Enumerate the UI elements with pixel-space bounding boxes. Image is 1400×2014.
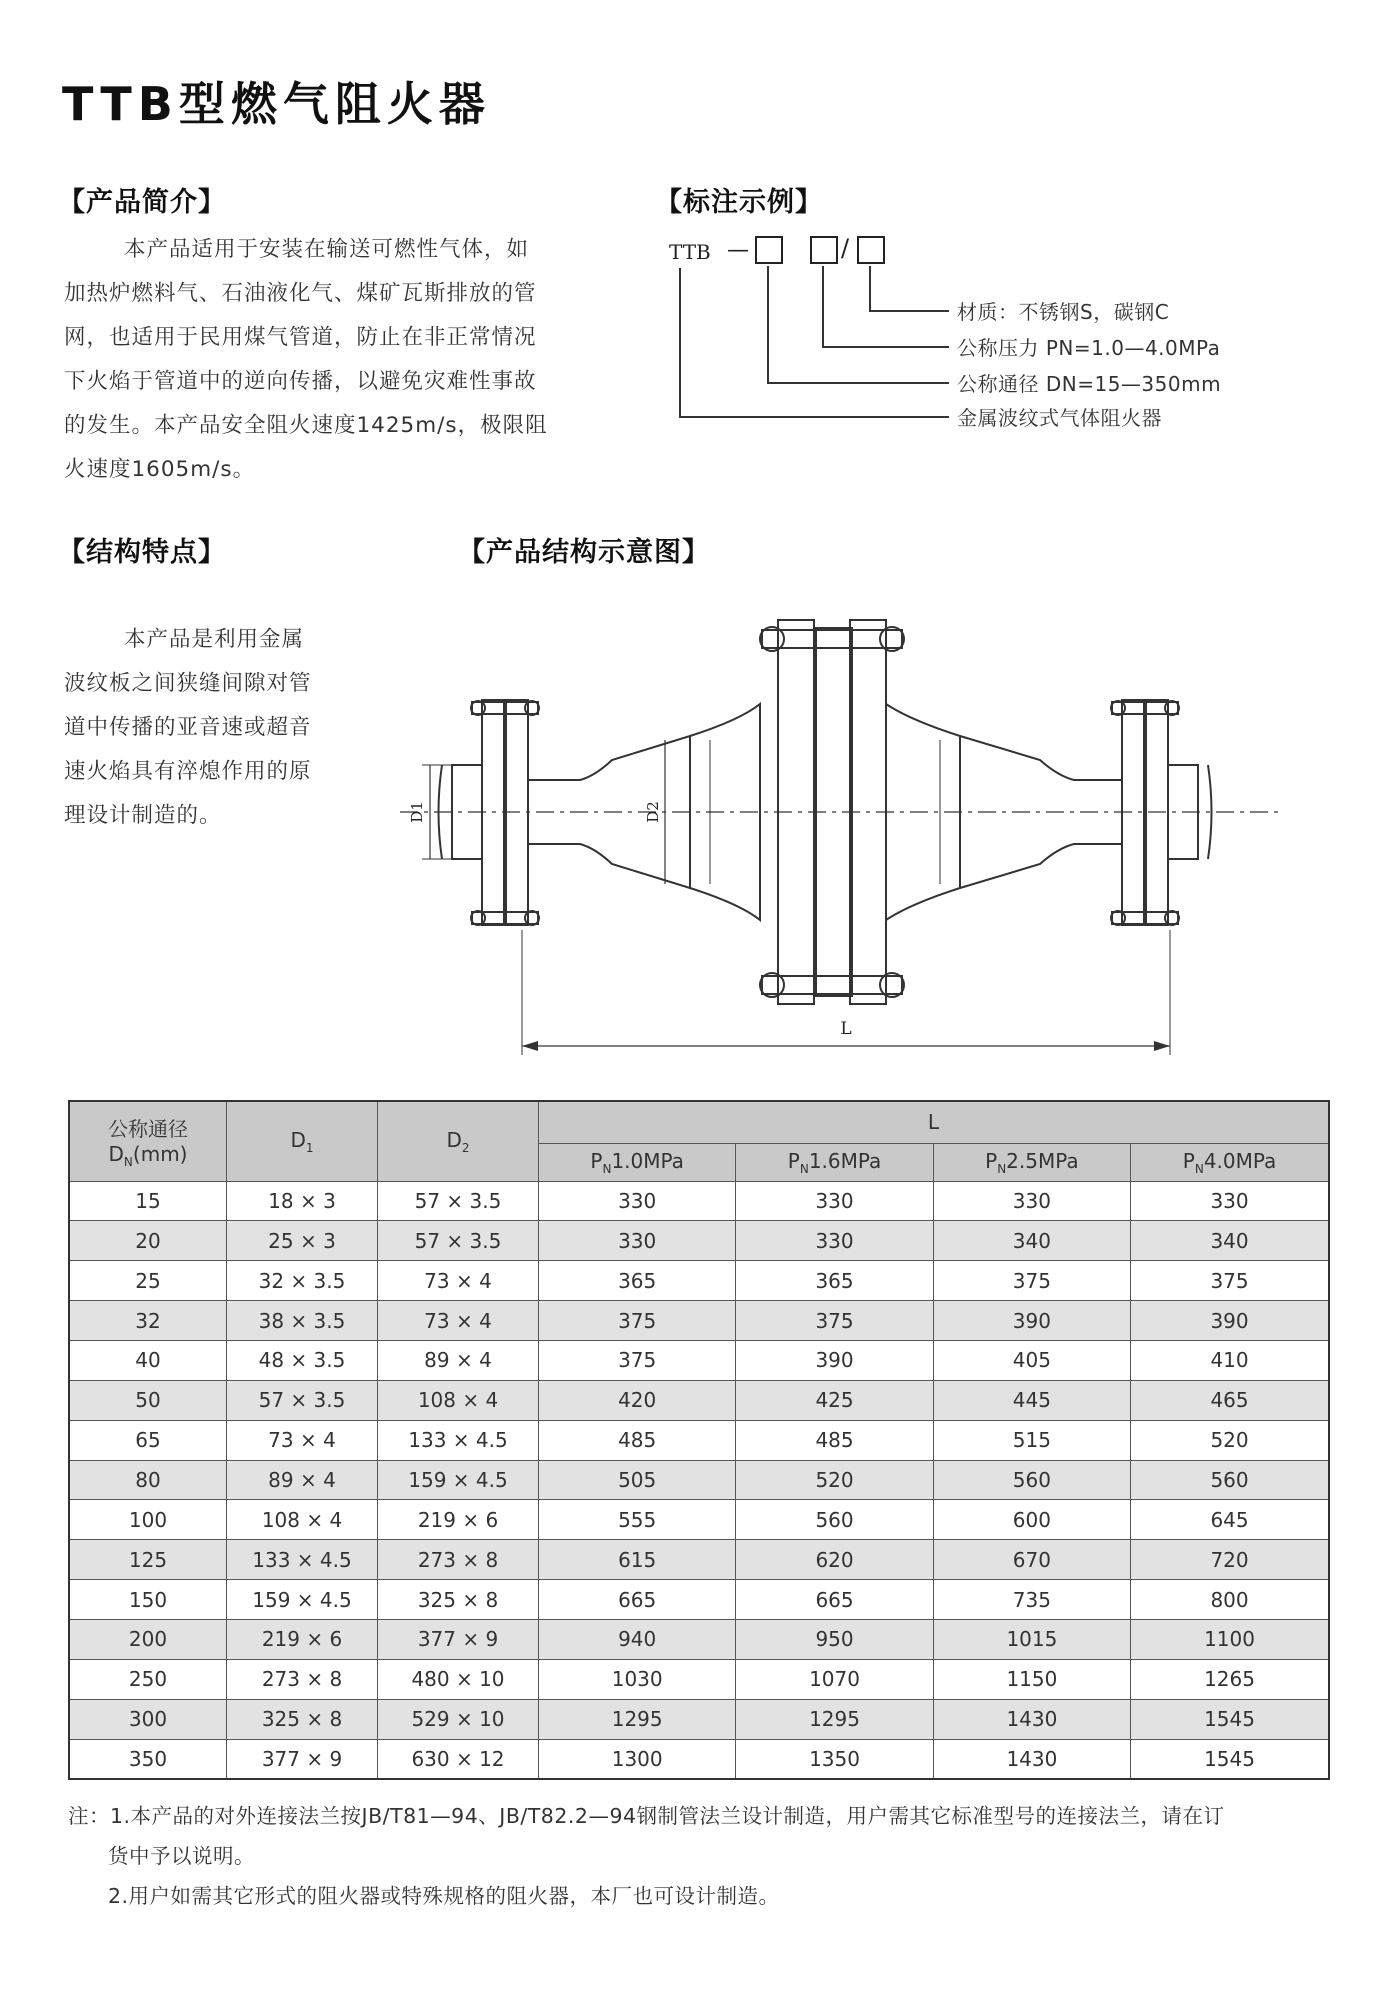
table-cell: 529 × 10 — [378, 1699, 539, 1739]
table-cell: 219 × 6 — [378, 1500, 539, 1540]
d1-label: D1 — [408, 801, 426, 823]
table-cell: 365 — [736, 1261, 933, 1301]
notes — [68, 1796, 1225, 1916]
page-title: TTB型燃气阻火器 — [62, 77, 491, 131]
features-line: 道中传播的亚音速或超音 — [64, 715, 312, 740]
header-text: 公称通径 — [108, 1117, 188, 1142]
table-cell: 65 — [69, 1420, 227, 1460]
table-row — [69, 1221, 1329, 1261]
header-l: L — [539, 1101, 1330, 1143]
header-nominal-diameter — [69, 1101, 227, 1181]
leader-line — [869, 310, 949, 312]
table-row — [69, 1340, 1329, 1380]
table-cell: 1545 — [1131, 1739, 1329, 1779]
leader-line — [822, 266, 824, 346]
intro-text — [64, 228, 584, 492]
table-cell: 32 × 3.5 — [227, 1261, 378, 1301]
table-cell: 375 — [539, 1301, 736, 1341]
table-cell: 219 × 6 — [227, 1619, 378, 1659]
header-pn-1-6: $P_N1.6MPa$ — [736, 1143, 933, 1181]
table-cell: 330 — [539, 1221, 736, 1261]
table-cell: 425 — [736, 1380, 933, 1420]
table-cell: 89 × 4 — [227, 1460, 378, 1500]
table-cell: 273 × 8 — [227, 1659, 378, 1699]
table-row — [69, 1460, 1329, 1500]
table-cell: 515 — [933, 1420, 1130, 1460]
table-cell: 375 — [539, 1340, 736, 1380]
table-cell: 410 — [1131, 1340, 1329, 1380]
table-cell: 670 — [933, 1540, 1130, 1580]
table-cell: 375 — [1131, 1261, 1329, 1301]
table-cell: 330 — [933, 1181, 1130, 1221]
table-cell: 1295 — [736, 1699, 933, 1739]
table-cell: 735 — [933, 1580, 1130, 1620]
legend-item-diameter: 公称通径 DN=15—350mm — [957, 372, 1222, 396]
table-cell: 950 — [736, 1619, 933, 1659]
features-text — [64, 618, 364, 838]
diagram-heading: 【产品结构示意图】 — [458, 537, 710, 568]
table-cell: 125 — [69, 1540, 227, 1580]
header-pn-1-0: $P_N1.0MPa$ — [539, 1143, 736, 1181]
table-row — [69, 1181, 1329, 1221]
designation-box-pn — [810, 236, 838, 264]
arrow — [522, 1041, 538, 1051]
table-cell: 520 — [736, 1460, 933, 1500]
table-cell: 100 — [69, 1500, 227, 1540]
d2-label: D2 — [644, 801, 662, 823]
table-row — [69, 1540, 1329, 1580]
table-cell: 445 — [933, 1380, 1130, 1420]
intro-line: 网，也适用于民用煤气管道，防止在非正常情况 — [64, 325, 537, 350]
intro-line: 下火焰于管道中的逆向传播，以避免灾难性事故 — [64, 369, 537, 394]
table-cell: 50 — [69, 1380, 227, 1420]
table-cell: 665 — [736, 1580, 933, 1620]
table-cell: 80 — [69, 1460, 227, 1500]
table-cell: 1015 — [933, 1619, 1130, 1659]
legend-slash: / — [841, 234, 850, 262]
table-cell: 800 — [1131, 1580, 1329, 1620]
table-cell: 108 × 4 — [378, 1380, 539, 1420]
legend-prefix: TTB — [669, 240, 711, 264]
table-cell: 57 × 3.5 — [227, 1380, 378, 1420]
table-cell: 555 — [539, 1500, 736, 1540]
table-cell: 350 — [69, 1739, 227, 1779]
table-cell: 377 × 9 — [227, 1739, 378, 1779]
intro-line: 本产品适用于安装在输送可燃性气体，如 — [124, 237, 530, 262]
table-cell: 330 — [1131, 1181, 1329, 1221]
header-d2: $D_2$ — [378, 1101, 539, 1181]
table-cell: 560 — [1131, 1460, 1329, 1500]
table-cell: 325 × 8 — [227, 1699, 378, 1739]
note-1: 注：1.本产品的对外连接法兰按JB/T81—94、JB/T82.2—94钢制管法兰设计制造，用户需其它标准型号的连接法兰，请在订 — [68, 1804, 1225, 1828]
table-row — [69, 1500, 1329, 1540]
table-cell: 15 — [69, 1181, 227, 1221]
table-cell: 150 — [69, 1580, 227, 1620]
features-line: 速火焰具有淬熄作用的原 — [64, 759, 312, 784]
intro-line: 火速度1605m/s。 — [64, 457, 256, 482]
designation-box-material — [857, 236, 885, 264]
intro-heading: 【产品简介】 — [58, 187, 226, 218]
features-line: 理设计制造的。 — [64, 803, 222, 828]
table-cell: 405 — [933, 1340, 1130, 1380]
table-cell: 40 — [69, 1340, 227, 1380]
table-cell: 18 × 3 — [227, 1181, 378, 1221]
table-cell: 325 × 8 — [378, 1580, 539, 1620]
table-row — [69, 1739, 1329, 1779]
table-cell: 1545 — [1131, 1699, 1329, 1739]
designation-legend — [655, 232, 1275, 432]
table-cell: 645 — [1131, 1500, 1329, 1540]
table-cell: 390 — [1131, 1301, 1329, 1341]
table-cell: 200 — [69, 1619, 227, 1659]
table-cell: 1350 — [736, 1739, 933, 1779]
features-line: 波纹板之间狭缝间隙对管 — [64, 671, 312, 696]
table-cell: 38 × 3.5 — [227, 1301, 378, 1341]
table-cell: 940 — [539, 1619, 736, 1659]
table-cell: 89 × 4 — [378, 1340, 539, 1380]
table-cell: 390 — [933, 1301, 1130, 1341]
leader-line — [679, 268, 681, 416]
intro-line: 加热炉燃料气、石油液化气、煤矿瓦斯排放的管 — [64, 281, 537, 306]
table-cell: 665 — [539, 1580, 736, 1620]
table-cell: 560 — [933, 1460, 1130, 1500]
leader-line — [767, 382, 949, 384]
table-cell: 25 × 3 — [227, 1221, 378, 1261]
table-row — [69, 1699, 1329, 1739]
table-cell: 330 — [736, 1181, 933, 1221]
leader-line — [679, 416, 949, 418]
table-cell: 32 — [69, 1301, 227, 1341]
table-cell: 615 — [539, 1540, 736, 1580]
table-cell: 485 — [539, 1420, 736, 1460]
table-cell: 1070 — [736, 1659, 933, 1699]
table-cell: 330 — [736, 1221, 933, 1261]
table-cell: 1295 — [539, 1699, 736, 1739]
table-cell: 133 × 4.5 — [227, 1540, 378, 1580]
table-cell: 1030 — [539, 1659, 736, 1699]
table-cell: 390 — [736, 1340, 933, 1380]
l-label: L — [840, 1019, 852, 1039]
table-row — [69, 1659, 1329, 1699]
table-row — [69, 1619, 1329, 1659]
structure-diagram — [380, 600, 1280, 1070]
table-cell: 133 × 4.5 — [378, 1420, 539, 1460]
table-cell: 159 × 4.5 — [227, 1580, 378, 1620]
table-cell: 465 — [1131, 1380, 1329, 1420]
table-cell: 48 × 3.5 — [227, 1340, 378, 1380]
table-cell: 1430 — [933, 1699, 1130, 1739]
table-cell: 57 × 3.5 — [378, 1221, 539, 1261]
header-pn-4-0: $P_N4.0MPa$ — [1131, 1143, 1329, 1181]
leader-line — [869, 266, 871, 310]
table-cell: 375 — [933, 1261, 1130, 1301]
table-cell: 560 — [736, 1500, 933, 1540]
table-cell: 600 — [933, 1500, 1130, 1540]
table-cell: 1300 — [539, 1739, 736, 1779]
legend-item-pressure: 公称压力 PN=1.0—4.0MPa — [957, 336, 1221, 360]
designation-box-dn — [755, 236, 783, 264]
table-cell: 1150 — [933, 1659, 1130, 1699]
spec-table — [68, 1100, 1330, 1780]
table-cell: 520 — [1131, 1420, 1329, 1460]
table-cell: 420 — [539, 1380, 736, 1420]
table-cell: 73 × 4 — [227, 1420, 378, 1460]
table-cell: 375 — [736, 1301, 933, 1341]
table-cell: 1265 — [1131, 1659, 1329, 1699]
leader-line — [822, 346, 949, 348]
legend-item-type: 金属波纹式气体阻火器 — [957, 406, 1162, 430]
table-cell: 25 — [69, 1261, 227, 1301]
leader-line — [767, 266, 769, 382]
note-1-continued: 货中予以说明。 — [108, 1844, 255, 1868]
table-cell: 20 — [69, 1221, 227, 1261]
table-row — [69, 1301, 1329, 1341]
table-cell: 620 — [736, 1540, 933, 1580]
table-row — [69, 1420, 1329, 1460]
legend-heading: 【标注示例】 — [655, 187, 823, 218]
table-cell: 365 — [539, 1261, 736, 1301]
table-row — [69, 1380, 1329, 1420]
intro-line: 的发生。本产品安全阻火速度1425m/s，极限阻 — [64, 413, 548, 438]
arrow — [1154, 1041, 1170, 1051]
table-cell: 73 × 4 — [378, 1301, 539, 1341]
table-cell: 300 — [69, 1699, 227, 1739]
table-cell: 340 — [933, 1221, 1130, 1261]
table-cell: 330 — [539, 1181, 736, 1221]
table-cell: 73 × 4 — [378, 1261, 539, 1301]
note-2: 2.用户如需其它形式的阻火器或特殊规格的阻火器，本厂也可设计制造。 — [108, 1884, 780, 1908]
table-cell: 273 × 8 — [378, 1540, 539, 1580]
table-cell: 485 — [736, 1420, 933, 1460]
table-cell: 505 — [539, 1460, 736, 1500]
header-text: $D_N(mm)$ — [108, 1142, 188, 1170]
table-cell: 1100 — [1131, 1619, 1329, 1659]
header-d1: $D_1$ — [227, 1101, 378, 1181]
table-cell: 377 × 9 — [378, 1619, 539, 1659]
legend-dash: — — [727, 238, 749, 263]
table-cell: 480 × 10 — [378, 1659, 539, 1699]
table-cell: 250 — [69, 1659, 227, 1699]
features-line: 本产品是利用金属 — [124, 627, 305, 652]
table-row — [69, 1261, 1329, 1301]
header-pn-2-5: $P_N2.5MPa$ — [933, 1143, 1130, 1181]
table-cell: 720 — [1131, 1540, 1329, 1580]
legend-item-material: 材质：不锈钢S，碳钢C — [957, 300, 1170, 324]
table-cell: 1430 — [933, 1739, 1130, 1779]
table-cell: 630 × 12 — [378, 1739, 539, 1779]
table-cell: 57 × 3.5 — [378, 1181, 539, 1221]
table-cell: 108 × 4 — [227, 1500, 378, 1540]
table-row — [69, 1580, 1329, 1620]
table-cell: 340 — [1131, 1221, 1329, 1261]
table-cell: 159 × 4.5 — [378, 1460, 539, 1500]
features-heading: 【结构特点】 — [58, 537, 226, 568]
